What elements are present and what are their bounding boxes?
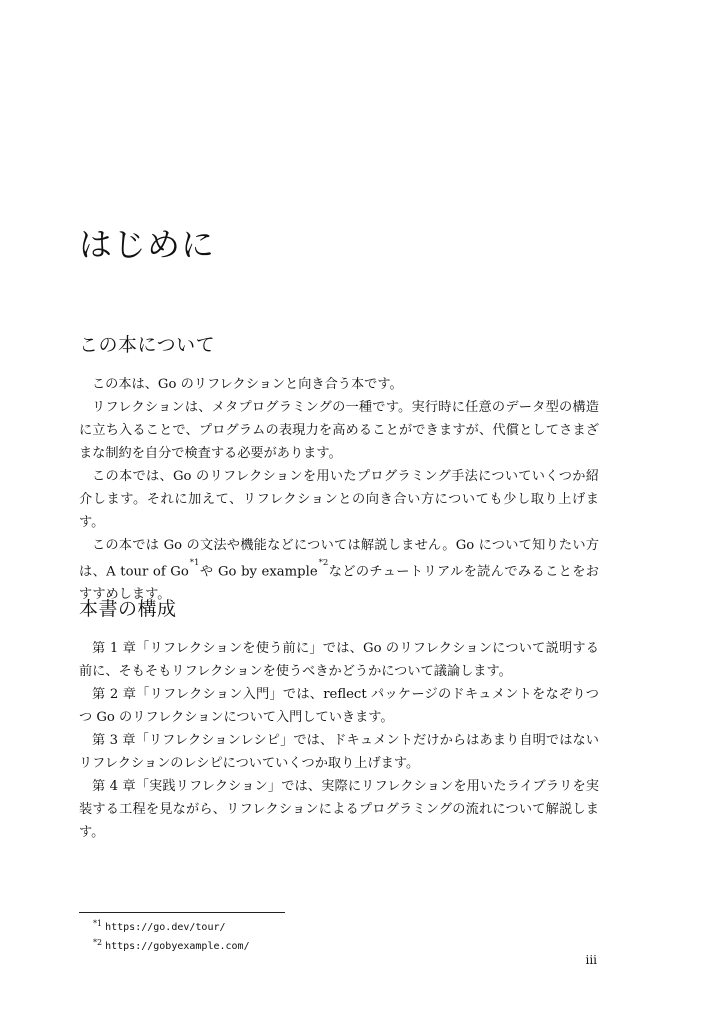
paragraph: 第 4 章「実践リフレクション」では、実際にリフレクションを用いたライブラリを実装する工程を見ながら、リフレクションによるプログラミングの流れについて解説します。 <box>79 779 599 840</box>
section-structure <box>79 594 599 844</box>
footnote-ref-2[interactable]: *2 <box>318 558 329 568</box>
paragraph: この本では、Go のリフレクションを用いたプログラミング手法についていくつか紹介します。それに加えて、リフレクションとの向き合い方についても少し取り上げます。 <box>79 469 599 530</box>
document-page <box>79 0 599 1024</box>
section-heading-about: この本について <box>79 334 216 356</box>
footnote-mark: *1 <box>93 919 103 928</box>
footnote-ref-1[interactable]: *1 <box>189 558 200 568</box>
paragraph: この本は、Go のリフレクションと向き合う本です。 <box>92 377 403 392</box>
footnote-divider <box>79 912 285 913</box>
footnote-1 <box>93 918 593 937</box>
footnote-mark: *2 <box>93 938 103 947</box>
section-heading-structure: 本書の構成 <box>79 598 177 620</box>
paragraph: 第 2 章「リフレクション入門」では、reflect パッケージのドキュメントをなぞりつつ Go のリフレクションについて入門していきます。 <box>79 687 599 725</box>
paragraph: 第 1 章「リフレクションを使う前に」では、Go のリフレクションについて説明する前に、そもそもリフレクションを使うべきかどうかについて議論します。 <box>79 641 599 679</box>
footnotes <box>93 918 593 956</box>
paragraph-text: この本では Go の文法や機能などについては解説しません。Go について知りたい方は、A tour of Go <box>79 538 599 580</box>
paragraph: リフレクションは、メタプログラミングの一種です。実行時に任意のデータ型の構造に立ち入ることで、プログラムの表現力を高めることができますが、代償としてさまざまな制約を自分で検査する必要があります。 <box>79 400 599 461</box>
paragraph: 第 3 章「リフレクションレシピ」では、ドキュメントだけからはあまり自明ではないリフレクションのレシピについていくつか取り上げます。 <box>79 733 599 771</box>
paragraph-text: や Go by example <box>199 564 318 580</box>
footnote-link[interactable]: https://go.dev/tour/ <box>105 922 226 933</box>
page-number: iii <box>585 953 597 967</box>
paragraph-text: などのチュートリアルを読んでみることをおすすめします。 <box>79 564 599 603</box>
footnote-2 <box>93 937 593 956</box>
chapter-title: はじめに <box>79 225 215 264</box>
section-about <box>79 330 599 606</box>
footnote-link[interactable]: https://gobyexample.com/ <box>105 941 250 952</box>
